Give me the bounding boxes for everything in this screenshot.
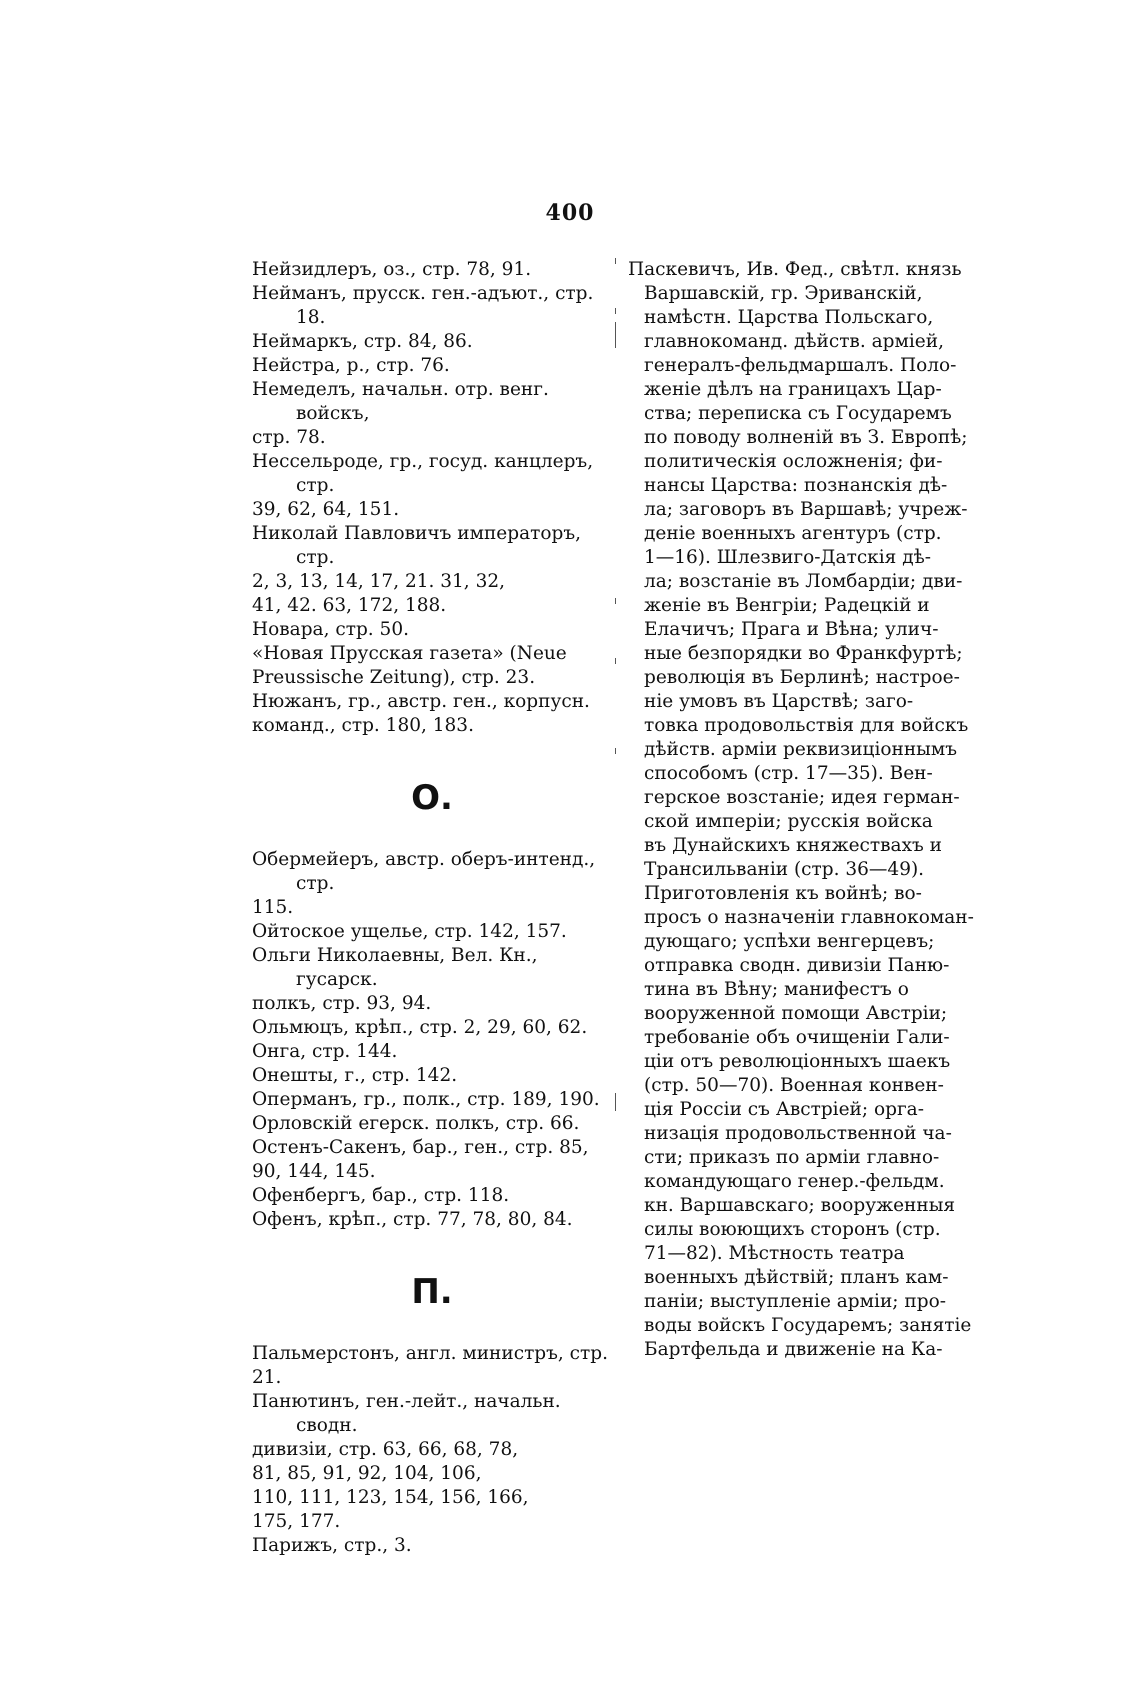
index-entry-line: Немеделъ, начальн. отр. венг. войскъ, [252, 379, 549, 424]
paskevich-entry-line: 1—16). Шлезвиго-Датскія дѣ- [644, 547, 932, 568]
index-entry [252, 378, 612, 450]
paskevich-entry-line: намѣстн. Царства Польскаго, [644, 307, 934, 328]
paskevich-entry-line: ла; заговоръ въ Варшавѣ; учреж- [644, 499, 968, 520]
paskevich-entry-line: ла; возстаніе въ Ломбардіи; дви- [644, 571, 963, 592]
section-heading-o: О. [411, 778, 453, 818]
index-entry-line: полкъ, стр. 93, 94. [252, 993, 432, 1014]
paskevich-entry-line: (стр. 50—70). Военная конвен- [644, 1075, 944, 1096]
divider-tick [615, 322, 616, 340]
paskevich-entry-line: паніи; выступленіе арміи; про- [644, 1291, 946, 1312]
index-entry-line: Панютинъ, ген.-лейт., начальн. сводн. [252, 1391, 561, 1436]
index-entry [252, 1064, 612, 1088]
index-entry-line: Оперманъ, гр., полк., стр. 189, 190. [252, 1089, 600, 1110]
index-entry [252, 1208, 612, 1232]
paskevich-entry [628, 258, 978, 1362]
entries-section-p [252, 1342, 612, 1558]
section-heading-p: П. [411, 1272, 453, 1312]
index-entry-line: Ольмюцъ, крѣп., стр. 2, 29, 60, 62. [252, 1017, 588, 1038]
index-entry-line: 2, 3, 13, 14, 17, 21. 31, 32, [252, 571, 505, 592]
divider-tick [615, 748, 616, 754]
index-entry-line: Онга, стр. 144. [252, 1041, 398, 1062]
index-entry-line: Preussische Zeitung), стр. 23. [252, 667, 536, 688]
paskevich-entry-line: Елачичъ; Прага и Вѣна; улич- [644, 619, 939, 640]
paskevich-entry-line: кн. Варшавскаго; вооруженныя [644, 1195, 956, 1216]
index-entry-line: Новара, стр. 50. [252, 619, 409, 640]
index-entry [252, 354, 612, 378]
index-entry-line: Офенъ, крѣп., стр. 77, 78, 80, 84. [252, 1209, 573, 1230]
paskevich-entry-line: военныхъ дѣйствій; планъ кам- [644, 1267, 949, 1288]
index-entry-line: стр. 78. [252, 427, 326, 448]
right-column [628, 258, 978, 1362]
index-entry-line: Нейзидлеръ, оз., стр. 78, 91. [252, 259, 532, 280]
index-entry-line: 110, 111, 123, 154, 156, 166, [252, 1487, 529, 1508]
paskevich-entry-line: дѣйств. арміи реквизиціоннымъ [644, 739, 958, 760]
divider-tick [615, 308, 616, 314]
paskevich-entry-line: женіе въ Венгріи; Радецкій и [644, 595, 930, 616]
index-entry-line: Онешты, г., стр. 142. [252, 1065, 458, 1086]
paskevich-entry-line: ской имперіи; русскія войска [644, 811, 933, 832]
paskevich-entry-line: по поводу волненій въ З. Европѣ; [644, 427, 968, 448]
divider-tick [615, 598, 616, 604]
paskevich-entry-line: воды войскъ Государемъ; занятіе [644, 1315, 972, 1336]
index-entry-line: 21. [252, 1367, 282, 1388]
index-entry-line: Нейманъ, прусск. ген.-адъют., стр. 18. [252, 283, 594, 328]
index-entry [252, 282, 612, 330]
paskevich-entry-line: революція въ Берлинѣ; настрое- [644, 667, 960, 688]
paskevich-entry-line: Бартфельда и движеніе на Ка- [644, 1339, 943, 1360]
paskevich-entry-line: способомъ (стр. 17—35). Вен- [644, 763, 933, 784]
left-column [252, 258, 612, 1558]
paskevich-entry-line: ція Россіи съ Австріей; орга- [644, 1099, 924, 1120]
index-entry-line: Офенбергъ, бар., стр. 118. [252, 1185, 510, 1206]
index-entry [252, 1184, 612, 1208]
index-entry-line: Нейстра, р., стр. 76. [252, 355, 450, 376]
index-entry-line: команд., стр. 180, 183. [252, 715, 474, 736]
paskevich-entry-line: 71—82). Мѣстность театра [644, 1243, 905, 1264]
paskevich-entry-line: Трансильваніи (стр. 36—49). [644, 859, 925, 880]
index-entry-line: Ойтоское ущелье, стр. 142, 157. [252, 921, 567, 942]
index-entry [252, 848, 612, 920]
index-entry [252, 920, 612, 944]
index-entry [252, 1112, 612, 1136]
paskevich-entry-line: тина въ Вѣну; манифестъ о [644, 979, 909, 1000]
paskevich-entry-line: женіе дѣлъ на границахъ Цар- [644, 379, 942, 400]
index-entry-line: 81, 85, 91, 92, 104, 106, [252, 1463, 482, 1484]
divider-tick [615, 1093, 616, 1111]
paskevich-entry-line: генералъ-фельдмаршалъ. Поло- [644, 355, 957, 376]
column-divider [615, 258, 617, 1158]
index-entry-line: Нюжанъ, гр., австр. ген., корпусн. [252, 691, 590, 712]
index-entry [252, 1390, 612, 1534]
paskevich-entry-line: требованіе объ очищеніи Гали- [644, 1027, 950, 1048]
paskevich-entry-line: главнокоманд. дѣйств. арміей, [644, 331, 944, 352]
paskevich-entry-line: герское возстаніе; идея герман- [644, 787, 960, 808]
paskevich-entry-line: Приготовленія къ войнѣ; во- [644, 883, 922, 904]
paskevich-entry-line: сти; приказъ по арміи главно- [644, 1147, 940, 1168]
paskevich-entry-line: политическія осложненія; фи- [644, 451, 943, 472]
index-entry-line: 41, 42. 63, 172, 188. [252, 595, 447, 616]
index-entry [252, 258, 612, 282]
paskevich-entry-line: товка продовольствія для войскъ [644, 715, 969, 736]
index-entry-line: Остенъ-Сакенъ, бар., ген., стр. 85, [252, 1137, 589, 1158]
paskevich-entry-line: ные безпорядки во Франкфуртѣ; [644, 643, 963, 664]
paskevich-entry-line: деніе военныхъ агентуръ (стр. [644, 523, 942, 544]
index-entry-line: Ольги Николаевны, Вел. Кн., гусарск. [252, 945, 538, 990]
index-entry-line: 115. [252, 897, 294, 918]
page-number: 400 [545, 200, 595, 226]
paskevich-entry-line: вооруженной помощи Австріи; [644, 1003, 948, 1024]
paskevich-entry-line: командующаго генер.-фельдм. [644, 1171, 945, 1192]
index-entry-line: Нессельроде, гр., госуд. канцлеръ, стр. [252, 451, 594, 496]
index-entry-line: Обермейеръ, австр. оберъ-интенд., стр. [252, 849, 596, 894]
divider-tick [615, 340, 616, 348]
paskevich-entry-line: дующаго; успѣхи венгерцевъ; [644, 931, 935, 952]
index-entry [252, 450, 612, 522]
index-entry-line: 90, 144, 145. [252, 1161, 376, 1182]
divider-tick [615, 658, 616, 664]
paskevich-entry-line: ніе умовъ въ Царствѣ; заго- [644, 691, 914, 712]
paskevich-entry-line: въ Дунайскихъ княжествахъ и [644, 835, 943, 856]
index-entry [252, 1136, 612, 1184]
index-entry [252, 944, 612, 1016]
index-entry [252, 1016, 612, 1040]
paskevich-entry-line: ства; переписка съ Государемъ [644, 403, 952, 424]
paskevich-entry-line: нансы Царства: познанскія дѣ- [644, 475, 948, 496]
index-entry-line: Николай Павловичъ императоръ, стр. [252, 523, 581, 568]
index-entry-line: дивизіи, стр. 63, 66, 68, 78, [252, 1439, 519, 1460]
index-entry [252, 522, 612, 618]
entries-section-o [252, 848, 612, 1232]
index-entry [252, 690, 612, 738]
index-entry-line: «Новая Прусская газета» (Neue [252, 643, 567, 664]
index-entry [252, 618, 612, 642]
divider-tick [615, 258, 616, 264]
index-entry [252, 642, 612, 690]
index-entry [252, 1088, 612, 1112]
paskevich-entry-line: ціи отъ революціонныхъ шаекъ [644, 1051, 951, 1072]
index-entry-line: Парижъ, стр., 3. [252, 1535, 412, 1556]
paskevich-entry-line: низація продовольственной ча- [644, 1123, 952, 1144]
paskevich-entry-line: Варшавскій, гр. Эриванскій, [644, 283, 923, 304]
index-entry-line: Пальмерстонъ, англ. министръ, стр. [252, 1343, 608, 1364]
index-entry-line: Орловскій егерск. полкъ, стр. 66. [252, 1113, 580, 1134]
index-entry [252, 330, 612, 354]
entries-section-n [252, 258, 612, 738]
index-entry [252, 1040, 612, 1064]
index-entry-line: 175, 177. [252, 1511, 341, 1532]
index-entry-line: Неймаркъ, стр. 84, 86. [252, 331, 473, 352]
paskevich-entry-line: силы воюющихъ сторонъ (стр. [644, 1219, 941, 1240]
paskevich-entry-line: просъ о назначеніи главнокоман- [644, 907, 974, 928]
paskevich-entry-line: отправка сводн. дивизіи Паню- [644, 955, 950, 976]
index-entry [252, 1534, 612, 1558]
index-entry-line: 39, 62, 64, 151. [252, 499, 400, 520]
index-entry [252, 1342, 612, 1390]
paskevich-entry-line: Паскевичъ, Ив. Фед., свѣтл. князь [628, 259, 962, 280]
